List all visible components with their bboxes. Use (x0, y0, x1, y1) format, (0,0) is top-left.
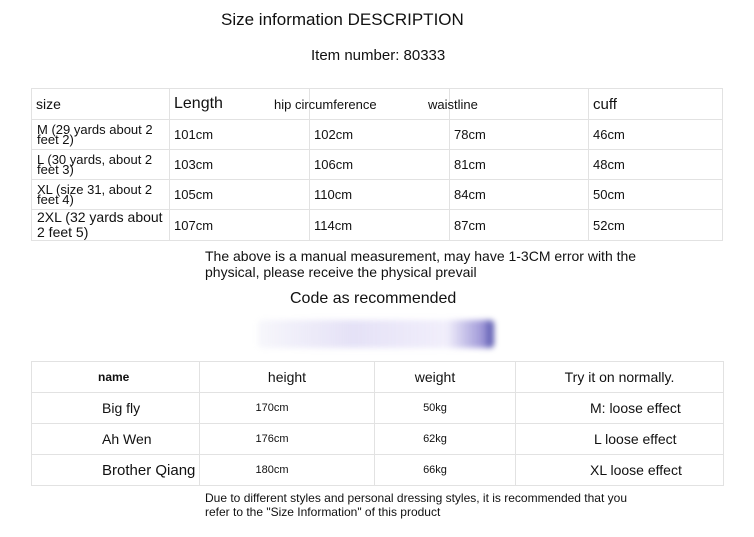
col-length: Length (170, 89, 310, 120)
waist-value: 87cm (450, 210, 589, 241)
col-hip: hip circumference (274, 89, 414, 120)
table-row (32, 455, 724, 486)
col-cuff: cuff (589, 89, 723, 120)
col-size: size (32, 89, 170, 120)
person-height: 176cm (200, 424, 375, 455)
person-height: 170cm (200, 393, 375, 424)
cuff-value: 52cm (589, 210, 723, 241)
col-name: name (32, 362, 200, 393)
hip-value: 114cm (310, 210, 450, 241)
cuff-value: 48cm (589, 150, 723, 180)
size-label: M (29 yards about 2 feet 2) (32, 120, 170, 150)
col-waist: waistline (428, 89, 567, 120)
waist-value: 81cm (450, 150, 589, 180)
table-row (32, 120, 723, 150)
person-weight: 50kg (375, 393, 516, 424)
recommend-table-header (32, 362, 724, 393)
person-weight: 62kg (375, 424, 516, 455)
length-value: 105cm (170, 180, 310, 210)
length-value: 101cm (170, 120, 310, 150)
person-height: 180cm (200, 455, 375, 486)
item-number: Item number: 80333 (311, 47, 446, 64)
recommend-title: Code as recommended (290, 290, 457, 307)
cuff-value: 50cm (589, 180, 723, 210)
waist-value: 78cm (450, 120, 589, 150)
col-fit: Try it on normally. (516, 362, 724, 393)
page-title: Size information DESCRIPTION (221, 10, 464, 29)
size-table (31, 88, 723, 241)
table-row (32, 150, 723, 180)
col-weight: weight (375, 362, 516, 393)
size-label: 2XL (32 yards about 2 feet 5) (32, 210, 170, 241)
person-name: Big fly (32, 393, 200, 424)
length-value: 107cm (170, 210, 310, 241)
table-row (32, 210, 723, 241)
col-height: height (200, 362, 375, 393)
blurred-banner (258, 320, 494, 348)
hip-value: 110cm (310, 180, 450, 210)
cuff-value: 46cm (589, 120, 723, 150)
table-row (32, 393, 724, 424)
length-value: 103cm (170, 150, 310, 180)
hip-value: 106cm (310, 150, 450, 180)
fit-effect: XL loose effect (516, 455, 724, 486)
fit-effect: M: loose effect (516, 393, 724, 424)
size-table-header (32, 89, 723, 120)
hip-value: 102cm (310, 120, 450, 150)
recommend-table (31, 361, 724, 486)
person-name: Brother Qiang (32, 455, 200, 486)
fit-effect: L loose effect (516, 424, 724, 455)
person-name: Ah Wen (32, 424, 200, 455)
size-label: XL (size 31, about 2 feet 4) (32, 180, 170, 210)
size-label: L (30 yards, about 2 feet 3) (32, 150, 170, 180)
table-row (32, 424, 724, 455)
table-row (32, 180, 723, 210)
footer-note: Due to different styles and personal dressing styles, it is recommended that you refer to the "Size Information" of this product (205, 491, 627, 519)
waist-value: 84cm (450, 180, 589, 210)
person-weight: 66kg (375, 455, 516, 486)
measurement-note: The above is a manual measurement, may have 1-3CM error with the physical, please receive the physical prevail (205, 248, 637, 280)
